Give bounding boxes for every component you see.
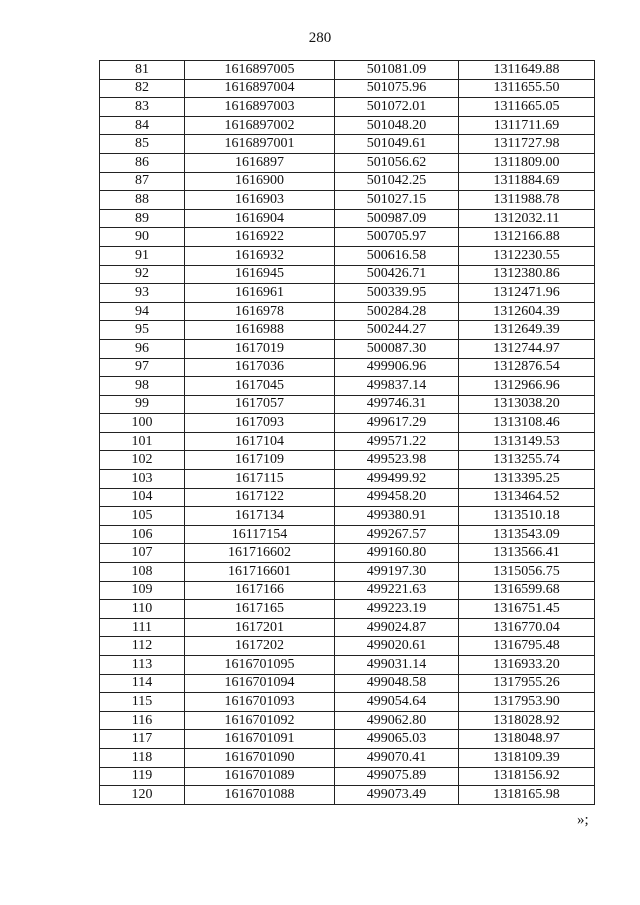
point-id-cell: 1616903: [185, 191, 335, 210]
row-number-cell: 118: [100, 748, 185, 767]
closing-quote-mark: »;: [577, 812, 589, 828]
table-row: [100, 786, 595, 805]
point-id-cell: 1616978: [185, 302, 335, 321]
table-row: [100, 209, 595, 228]
table-row: [100, 767, 595, 786]
y-coordinate-cell: 1316795.48: [459, 637, 595, 656]
table-row: [100, 711, 595, 730]
x-coordinate-cell: 501048.20: [335, 116, 459, 135]
point-id-cell: 1616900: [185, 172, 335, 191]
row-number-cell: 94: [100, 302, 185, 321]
point-id-cell: 1616701093: [185, 693, 335, 712]
y-coordinate-cell: 1313543.09: [459, 525, 595, 544]
row-number-cell: 89: [100, 209, 185, 228]
row-number-cell: 96: [100, 339, 185, 358]
x-coordinate-cell: 500705.97: [335, 228, 459, 247]
x-coordinate-cell: 501075.96: [335, 79, 459, 98]
row-number-cell: 111: [100, 618, 185, 637]
y-coordinate-cell: 1313255.74: [459, 451, 595, 470]
point-id-cell: 1617115: [185, 470, 335, 489]
row-number-cell: 106: [100, 525, 185, 544]
x-coordinate-cell: 500616.58: [335, 246, 459, 265]
table-row: [100, 693, 595, 712]
row-number-cell: 105: [100, 507, 185, 526]
row-number-cell: 90: [100, 228, 185, 247]
table-row: [100, 191, 595, 210]
row-number-cell: 110: [100, 600, 185, 619]
table-row: [100, 656, 595, 675]
y-coordinate-cell: 1311711.69: [459, 116, 595, 135]
row-number-cell: 97: [100, 358, 185, 377]
point-id-cell: 1616897003: [185, 98, 335, 117]
y-coordinate-cell: 1313464.52: [459, 488, 595, 507]
x-coordinate-cell: 501072.01: [335, 98, 459, 117]
y-coordinate-cell: 1313038.20: [459, 395, 595, 414]
y-coordinate-cell: 1316933.20: [459, 656, 595, 675]
y-coordinate-cell: 1311809.00: [459, 153, 595, 172]
table-row: [100, 581, 595, 600]
row-number-cell: 84: [100, 116, 185, 135]
row-number-cell: 83: [100, 98, 185, 117]
point-id-cell: 1616897005: [185, 61, 335, 80]
row-number-cell: 93: [100, 284, 185, 303]
point-id-cell: 1617201: [185, 618, 335, 637]
table-row: [100, 451, 595, 470]
table-row: [100, 153, 595, 172]
y-coordinate-cell: 1312230.55: [459, 246, 595, 265]
x-coordinate-cell: 500987.09: [335, 209, 459, 228]
row-number-cell: 107: [100, 544, 185, 563]
table-row: [100, 246, 595, 265]
point-id-cell: 1617093: [185, 414, 335, 433]
y-coordinate-cell: 1313510.18: [459, 507, 595, 526]
x-coordinate-cell: 499267.57: [335, 525, 459, 544]
point-id-cell: 1617166: [185, 581, 335, 600]
table-row: [100, 432, 595, 451]
y-coordinate-cell: 1311884.69: [459, 172, 595, 191]
point-id-cell: 1616701091: [185, 730, 335, 749]
x-coordinate-cell: 499221.63: [335, 581, 459, 600]
point-id-cell: 1617019: [185, 339, 335, 358]
point-id-cell: 1616904: [185, 209, 335, 228]
table-row: [100, 600, 595, 619]
point-id-cell: 1616701090: [185, 748, 335, 767]
row-number-cell: 100: [100, 414, 185, 433]
row-number-cell: 104: [100, 488, 185, 507]
x-coordinate-cell: 499197.30: [335, 563, 459, 582]
row-number-cell: 109: [100, 581, 185, 600]
row-number-cell: 101: [100, 432, 185, 451]
x-coordinate-cell: 499070.41: [335, 748, 459, 767]
page-number: 280: [308, 30, 332, 46]
point-id-cell: 1616897: [185, 153, 335, 172]
point-id-cell: 1616961: [185, 284, 335, 303]
x-coordinate-cell: 499499.92: [335, 470, 459, 489]
point-id-cell: 1616701092: [185, 711, 335, 730]
point-id-cell: 16117154: [185, 525, 335, 544]
row-number-cell: 92: [100, 265, 185, 284]
x-coordinate-cell: 501056.62: [335, 153, 459, 172]
table-row: [100, 98, 595, 117]
x-coordinate-cell: 501027.15: [335, 191, 459, 210]
y-coordinate-cell: 1317955.26: [459, 674, 595, 693]
table-row: [100, 563, 595, 582]
table-row: [100, 302, 595, 321]
point-id-cell: 1616945: [185, 265, 335, 284]
x-coordinate-cell: 501049.61: [335, 135, 459, 154]
table-row: [100, 116, 595, 135]
coordinates-table: [99, 60, 595, 805]
row-number-cell: 102: [100, 451, 185, 470]
row-number-cell: 81: [100, 61, 185, 80]
y-coordinate-cell: 1312744.97: [459, 339, 595, 358]
row-number-cell: 82: [100, 79, 185, 98]
point-id-cell: 1617045: [185, 377, 335, 396]
table-row: [100, 79, 595, 98]
point-id-cell: 1616897004: [185, 79, 335, 98]
point-id-cell: 1616701094: [185, 674, 335, 693]
table-row: [100, 395, 595, 414]
x-coordinate-cell: 499031.14: [335, 656, 459, 675]
row-number-cell: 114: [100, 674, 185, 693]
y-coordinate-cell: 1318165.98: [459, 786, 595, 805]
y-coordinate-cell: 1313395.25: [459, 470, 595, 489]
point-id-cell: 1617134: [185, 507, 335, 526]
table-row: [100, 674, 595, 693]
table-row: [100, 525, 595, 544]
table-row: [100, 748, 595, 767]
y-coordinate-cell: 1312032.11: [459, 209, 595, 228]
x-coordinate-cell: 499746.31: [335, 395, 459, 414]
x-coordinate-cell: 499380.91: [335, 507, 459, 526]
point-id-cell: 161716601: [185, 563, 335, 582]
point-id-cell: 1616988: [185, 321, 335, 340]
row-number-cell: 108: [100, 563, 185, 582]
x-coordinate-cell: 499571.22: [335, 432, 459, 451]
table-row: [100, 544, 595, 563]
row-number-cell: 98: [100, 377, 185, 396]
y-coordinate-cell: 1312380.86: [459, 265, 595, 284]
y-coordinate-cell: 1311665.05: [459, 98, 595, 117]
y-coordinate-cell: 1312604.39: [459, 302, 595, 321]
y-coordinate-cell: 1312471.96: [459, 284, 595, 303]
point-id-cell: 1617165: [185, 600, 335, 619]
x-coordinate-cell: 499054.64: [335, 693, 459, 712]
y-coordinate-cell: 1311988.78: [459, 191, 595, 210]
row-number-cell: 116: [100, 711, 185, 730]
x-coordinate-cell: 499523.98: [335, 451, 459, 470]
x-coordinate-cell: 499073.49: [335, 786, 459, 805]
y-coordinate-cell: 1315056.75: [459, 563, 595, 582]
coordinates-table-body: [100, 61, 595, 805]
x-coordinate-cell: 500087.30: [335, 339, 459, 358]
y-coordinate-cell: 1316751.45: [459, 600, 595, 619]
y-coordinate-cell: 1318109.39: [459, 748, 595, 767]
row-number-cell: 88: [100, 191, 185, 210]
point-id-cell: 1617122: [185, 488, 335, 507]
table-row: [100, 470, 595, 489]
table-row: [100, 339, 595, 358]
table-row: [100, 730, 595, 749]
point-id-cell: 1617202: [185, 637, 335, 656]
table-row: [100, 507, 595, 526]
x-coordinate-cell: 500284.28: [335, 302, 459, 321]
row-number-cell: 85: [100, 135, 185, 154]
y-coordinate-cell: 1312649.39: [459, 321, 595, 340]
x-coordinate-cell: 501081.09: [335, 61, 459, 80]
x-coordinate-cell: 499906.96: [335, 358, 459, 377]
point-id-cell: 1616701095: [185, 656, 335, 675]
table-row: [100, 618, 595, 637]
table-row: [100, 637, 595, 656]
x-coordinate-cell: 499617.29: [335, 414, 459, 433]
x-coordinate-cell: 499075.89: [335, 767, 459, 786]
table-row: [100, 135, 595, 154]
table-row: [100, 321, 595, 340]
y-coordinate-cell: 1311727.98: [459, 135, 595, 154]
row-number-cell: 117: [100, 730, 185, 749]
x-coordinate-cell: 499160.80: [335, 544, 459, 563]
row-number-cell: 87: [100, 172, 185, 191]
row-number-cell: 91: [100, 246, 185, 265]
y-coordinate-cell: 1316770.04: [459, 618, 595, 637]
table-row: [100, 414, 595, 433]
y-coordinate-cell: 1318156.92: [459, 767, 595, 786]
row-number-cell: 86: [100, 153, 185, 172]
point-id-cell: 1617057: [185, 395, 335, 414]
y-coordinate-cell: 1313108.46: [459, 414, 595, 433]
point-id-cell: 161716602: [185, 544, 335, 563]
x-coordinate-cell: 499048.58: [335, 674, 459, 693]
row-number-cell: 103: [100, 470, 185, 489]
x-coordinate-cell: 499062.80: [335, 711, 459, 730]
y-coordinate-cell: 1311649.88: [459, 61, 595, 80]
row-number-cell: 115: [100, 693, 185, 712]
y-coordinate-cell: 1318048.97: [459, 730, 595, 749]
table-row: [100, 358, 595, 377]
x-coordinate-cell: 500244.27: [335, 321, 459, 340]
table-row: [100, 265, 595, 284]
table-row: [100, 284, 595, 303]
x-coordinate-cell: 499837.14: [335, 377, 459, 396]
point-id-cell: 1617036: [185, 358, 335, 377]
point-id-cell: 1616922: [185, 228, 335, 247]
y-coordinate-cell: 1312876.54: [459, 358, 595, 377]
table-row: [100, 377, 595, 396]
y-coordinate-cell: 1312166.88: [459, 228, 595, 247]
row-number-cell: 113: [100, 656, 185, 675]
point-id-cell: 1616897002: [185, 116, 335, 135]
row-number-cell: 120: [100, 786, 185, 805]
table-row: [100, 228, 595, 247]
table-row: [100, 488, 595, 507]
y-coordinate-cell: 1311655.50: [459, 79, 595, 98]
point-id-cell: 1617104: [185, 432, 335, 451]
y-coordinate-cell: 1312966.96: [459, 377, 595, 396]
point-id-cell: 1616932: [185, 246, 335, 265]
x-coordinate-cell: 499458.20: [335, 488, 459, 507]
y-coordinate-cell: 1313149.53: [459, 432, 595, 451]
x-coordinate-cell: 499065.03: [335, 730, 459, 749]
x-coordinate-cell: 499024.87: [335, 618, 459, 637]
row-number-cell: 119: [100, 767, 185, 786]
table-row: [100, 61, 595, 80]
y-coordinate-cell: 1316599.68: [459, 581, 595, 600]
x-coordinate-cell: 499020.61: [335, 637, 459, 656]
row-number-cell: 112: [100, 637, 185, 656]
point-id-cell: 1617109: [185, 451, 335, 470]
x-coordinate-cell: 501042.25: [335, 172, 459, 191]
x-coordinate-cell: 500339.95: [335, 284, 459, 303]
y-coordinate-cell: 1313566.41: [459, 544, 595, 563]
row-number-cell: 99: [100, 395, 185, 414]
y-coordinate-cell: 1317953.90: [459, 693, 595, 712]
point-id-cell: 1616701089: [185, 767, 335, 786]
x-coordinate-cell: 499223.19: [335, 600, 459, 619]
table-row: [100, 172, 595, 191]
point-id-cell: 1616701088: [185, 786, 335, 805]
x-coordinate-cell: 500426.71: [335, 265, 459, 284]
point-id-cell: 1616897001: [185, 135, 335, 154]
row-number-cell: 95: [100, 321, 185, 340]
y-coordinate-cell: 1318028.92: [459, 711, 595, 730]
